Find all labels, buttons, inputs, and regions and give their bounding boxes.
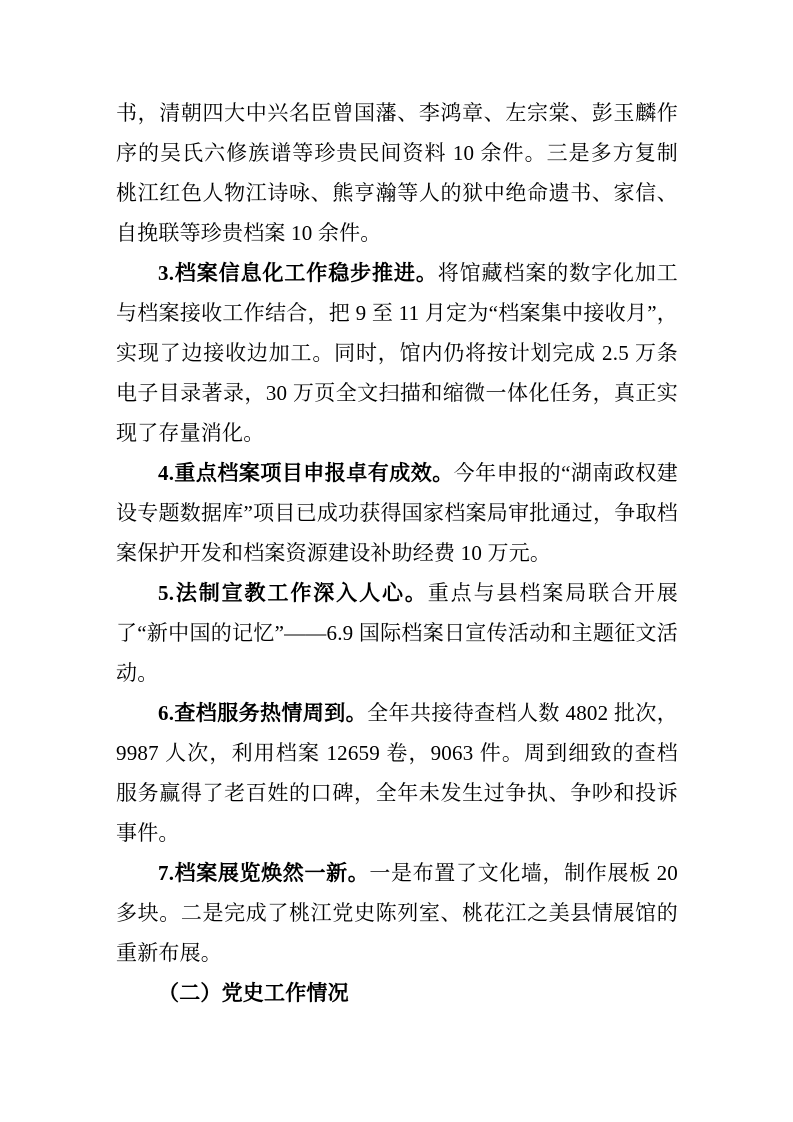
paragraph-lead: 3.档案信息化工作稳步推进。 <box>158 261 438 285</box>
paragraph-text: 重点与县档案局联合开展了“新中国的记忆”——6.9 国际档案日宣传活动和主题征文活动。 <box>116 581 678 685</box>
paragraph-lead: 6.查档服务热情周到。 <box>158 701 368 725</box>
paragraph-text: 今年申报的“湖南政权建设专题数据库”项目已成功获得国家档案局审批通过，争取档案保护开发和档案资源建设补助经费 10 万元。 <box>116 461 678 565</box>
paragraph-item-3 <box>116 253 678 453</box>
paragraph-text: 将馆藏档案的数字化加工与档案接收工作结合，把 9 至 11 月定为“档案集中接收月”，实现了边接收边加工。同时，馆内仍将按计划完成 2.5 万条电子目录著录，30 万页全文扫描和缩微一体化任务，真正实现了存量消化。 <box>116 261 678 445</box>
paragraph-item-5 <box>116 573 678 693</box>
paragraph-item-4 <box>116 453 678 573</box>
paragraph-text: 书，清朝四大中兴名臣曾国藩、李鸿章、左宗棠、彭玉麟作序的吴氏六修族谱等珍贵民间资料 10 余件。三是多方复制桃江红色人物江诗咏、熊亨瀚等人的狱中绝命遗书、家信、自挽联等珍贵档案 10 余件。 <box>116 101 678 245</box>
document-body <box>116 93 678 1013</box>
paragraph-item-6 <box>116 693 678 853</box>
paragraph-text: 全年共接待查档人数 4802 批次，9987 人次，利用档案 12659 卷，9063 件。周到细致的查档服务赢得了老百姓的口碑，全年未发生过争执、争吵和投诉事件。 <box>116 701 678 845</box>
paragraph-lead: 7.档案展览焕然一新。 <box>158 861 370 885</box>
paragraph-text: 一是布置了文化墙，制作展板 20 多块。二是完成了桃江党史陈列室、桃花江之美县情展馆的重新布展。 <box>116 861 679 965</box>
paragraph-lead: 4.重点档案项目申报卓有成效。 <box>158 461 454 485</box>
section-heading: （二）党史工作情况 <box>158 981 349 1005</box>
paragraph-continuation <box>116 93 678 253</box>
paragraph-lead: 5.法制宣教工作深入人心。 <box>158 581 428 605</box>
paragraph-item-7 <box>116 853 678 973</box>
